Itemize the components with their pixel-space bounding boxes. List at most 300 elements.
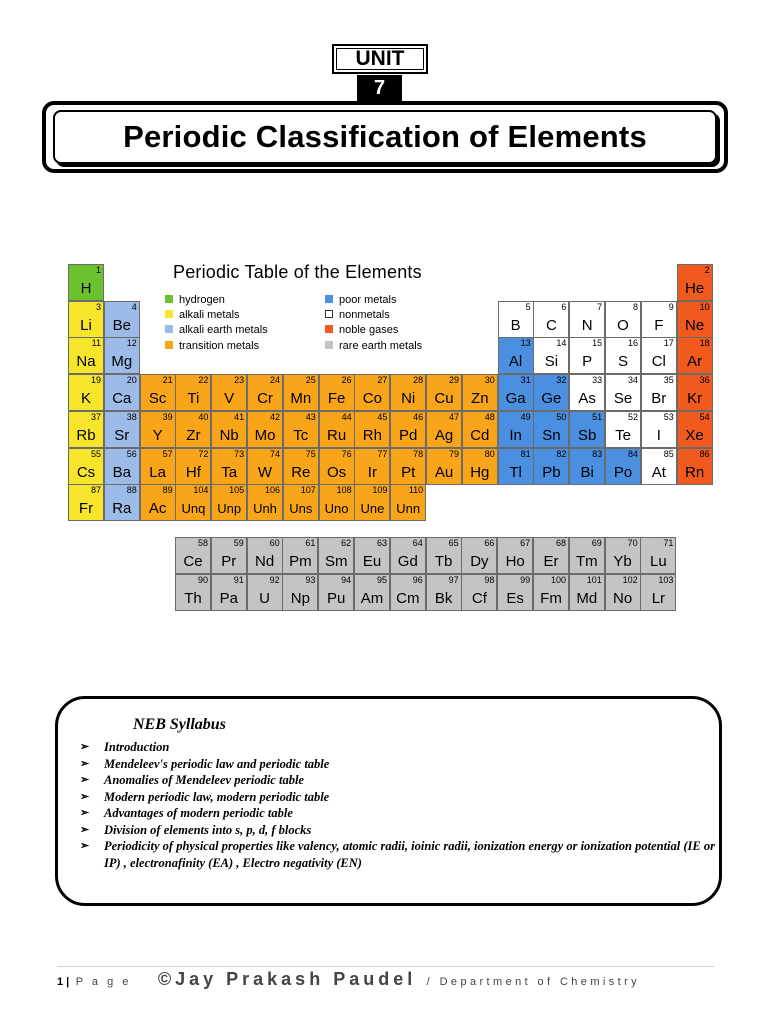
page-title: Periodic Classification of Elements (123, 119, 647, 154)
legend-swatch (165, 341, 173, 349)
element-symbol: Ca (112, 390, 132, 408)
element-cell (282, 574, 318, 611)
title-banner-inner (53, 110, 717, 164)
department-label: / Department of Chemistry (426, 976, 641, 988)
atomic-number: 23 (234, 375, 245, 386)
element-symbol: La (149, 463, 166, 481)
atomic-number: 96 (412, 575, 423, 585)
element-cell (68, 264, 104, 301)
atomic-number: 27 (377, 375, 388, 386)
element-cell (569, 574, 605, 611)
element-cell (569, 411, 605, 448)
element-cell (533, 411, 569, 448)
element-symbol: Ac (148, 500, 167, 518)
atomic-number: 101 (586, 575, 602, 585)
syllabus-item (80, 805, 720, 822)
element-cell (354, 484, 390, 521)
element-symbol: Zn (471, 390, 489, 408)
atomic-number: 63 (376, 538, 387, 548)
atomic-number: 103 (658, 575, 674, 585)
atomic-number: 24 (269, 375, 280, 386)
element-symbol: Tm (575, 553, 598, 570)
element-cell (354, 574, 390, 611)
element-cell (390, 484, 426, 521)
legend-item (165, 293, 225, 307)
element-symbol: Po (613, 463, 633, 481)
element-cell (319, 484, 355, 521)
atomic-number: 51 (592, 411, 603, 422)
element-symbol: Tl (509, 463, 522, 481)
element-symbol: Sc (148, 390, 167, 408)
element-cell (569, 537, 605, 574)
element-symbol: Pd (399, 426, 418, 444)
atomic-number: 67 (520, 538, 531, 548)
element-cell (641, 448, 677, 485)
element-symbol: Mn (290, 390, 312, 408)
syllabus-item-text: Introduction (104, 740, 170, 754)
atomic-number: 21 (162, 375, 173, 386)
element-symbol: Ir (367, 463, 377, 481)
element-cell (175, 374, 211, 411)
element-symbol: Er (543, 553, 559, 570)
legend-item (325, 323, 398, 337)
element-symbol: Yb (613, 553, 632, 570)
atomic-number: 18 (699, 338, 710, 349)
element-cell (68, 337, 104, 374)
atomic-number: 75 (305, 448, 316, 459)
element-symbol: Rb (76, 426, 96, 444)
element-symbol: Os (327, 463, 347, 481)
element-cell (354, 411, 390, 448)
element-symbol: U (259, 590, 271, 607)
legend-label: hydrogen (179, 294, 225, 306)
element-cell (533, 574, 569, 611)
element-symbol: N (581, 316, 593, 334)
atomic-number: 19 (90, 375, 101, 386)
atomic-number: 104 (193, 485, 209, 496)
element-cell (283, 374, 319, 411)
unit-number: 7 (357, 75, 402, 102)
element-cell (318, 574, 354, 611)
atomic-number: 26 (341, 375, 352, 386)
element-symbol: As (578, 390, 596, 408)
syllabus-item-text: Periodicity of physical properties like valency, atomic radii, ioinic radii, ionization energy or ionization potential (IE or IP) , electronafinity (EA) , Electro negativity (EN) (104, 839, 715, 870)
arrow-bullet-icon: ➢ (80, 823, 90, 836)
atomic-number: 64 (412, 538, 423, 548)
syllabus-item (80, 822, 720, 839)
element-symbol: Pu (327, 590, 346, 607)
element-symbol: No (613, 590, 633, 607)
element-cell (461, 574, 497, 611)
atomic-number: 105 (229, 485, 245, 496)
syllabus-item (80, 739, 720, 756)
atomic-number: 93 (305, 575, 316, 585)
legend-label: noble gases (339, 324, 399, 337)
element-symbol: Cm (396, 590, 420, 607)
element-cell (211, 484, 247, 521)
element-cell (354, 374, 390, 411)
element-cell (104, 337, 140, 374)
element-cell (247, 448, 283, 485)
element-symbol: Bk (434, 590, 453, 607)
atomic-number: 52 (627, 411, 638, 422)
element-symbol: Xe (685, 426, 704, 444)
element-symbol: Ga (505, 390, 526, 408)
element-symbol: H (80, 280, 92, 297)
element-symbol: Ra (112, 500, 132, 518)
element-cell (677, 301, 713, 338)
arrow-bullet-icon: ➢ (80, 757, 90, 770)
atomic-number: 55 (90, 448, 101, 459)
element-cell (569, 374, 605, 411)
atomic-number: 109 (372, 485, 388, 496)
element-symbol: Hg (470, 463, 490, 481)
element-symbol: Re (291, 463, 311, 481)
element-symbol: Es (506, 590, 524, 607)
element-cell (640, 574, 676, 611)
element-symbol: Np (290, 590, 310, 607)
element-symbol: Tc (293, 426, 309, 444)
atomic-number: 38 (126, 411, 137, 422)
atomic-number: 50 (556, 411, 567, 422)
legend-item (165, 323, 268, 337)
element-cell (677, 374, 713, 411)
element-cell (390, 448, 426, 485)
element-cell (104, 374, 140, 411)
unit-label: UNIT (332, 44, 428, 74)
element-symbol: Am (360, 590, 384, 607)
atomic-number: 36 (699, 375, 710, 386)
element-cell (569, 448, 605, 485)
atomic-number: 87 (90, 485, 101, 496)
atomic-number: 86 (699, 448, 710, 459)
legend-item (165, 308, 240, 322)
element-symbol: Ti (187, 390, 200, 408)
atomic-number: 43 (305, 411, 316, 422)
element-cell (247, 411, 283, 448)
element-symbol: Bi (580, 463, 594, 481)
element-symbol: Uno (324, 501, 349, 517)
element-symbol: Lu (650, 553, 667, 570)
element-symbol: Tb (434, 553, 453, 570)
author-credit: ©Jay Prakash Paudel (157, 969, 417, 989)
element-cell (211, 537, 247, 574)
atomic-number: 7 (597, 301, 603, 312)
element-symbol: Au (434, 463, 454, 481)
atomic-number: 106 (264, 485, 280, 496)
element-symbol: At (651, 463, 666, 481)
element-symbol: Sn (542, 426, 561, 444)
atomic-number: 48 (484, 411, 495, 422)
atomic-number: 45 (377, 411, 388, 422)
element-cell (140, 374, 176, 411)
syllabus-heading: NEB Syllabus (133, 716, 226, 733)
element-cell (175, 484, 211, 521)
element-symbol: Fr (78, 500, 94, 518)
atomic-number: 71 (663, 538, 674, 548)
element-cell (247, 374, 283, 411)
element-symbol: F (654, 316, 664, 334)
atomic-number: 16 (627, 338, 638, 349)
element-symbol: Na (76, 353, 96, 371)
element-cell (175, 411, 211, 448)
element-symbol: P (582, 353, 593, 371)
element-cell (68, 484, 104, 521)
element-symbol: Sm (324, 553, 348, 570)
element-symbol: Cl (651, 353, 666, 371)
element-symbol: Zr (186, 426, 201, 444)
element-symbol: Md (576, 590, 598, 607)
element-symbol: Cu (434, 390, 454, 408)
element-symbol: Uns (289, 501, 313, 517)
element-symbol: Eu (362, 553, 382, 570)
element-symbol: He (685, 280, 705, 297)
atomic-number: 80 (484, 448, 495, 459)
element-cell (283, 448, 319, 485)
element-cell (319, 411, 355, 448)
element-symbol: Si (544, 353, 559, 371)
element-cell (211, 374, 247, 411)
atomic-number: 10 (699, 301, 710, 312)
syllabus-box (55, 696, 722, 906)
element-symbol: Unq (181, 501, 206, 517)
element-cell (68, 411, 104, 448)
element-cell (461, 537, 497, 574)
atomic-number: 31 (520, 375, 531, 386)
atomic-number: 46 (413, 411, 424, 422)
syllabus-item-text: Mendeleev's periodic law and periodic table (104, 756, 330, 771)
syllabus-item-text: Division of elements into s, p, d, f blocks (104, 822, 312, 837)
element-cell (211, 448, 247, 485)
element-symbol: Ho (505, 553, 525, 570)
atomic-number: 54 (699, 411, 710, 422)
atomic-number: 14 (556, 338, 567, 349)
atomic-number: 6 (561, 301, 567, 312)
element-cell (175, 574, 211, 611)
element-symbol: Lr (651, 590, 666, 607)
atomic-number: 110 (408, 485, 424, 496)
element-cell (605, 301, 641, 338)
atomic-number: 85 (663, 448, 674, 459)
element-symbol: Ni (401, 390, 416, 408)
element-cell (319, 374, 355, 411)
syllabus-item-text: Advantages of modern periodic table (104, 806, 293, 820)
atomic-number: 37 (90, 411, 101, 422)
atomic-number: 69 (591, 538, 602, 548)
element-cell (569, 337, 605, 374)
atomic-number: 59 (233, 538, 244, 548)
element-cell (211, 411, 247, 448)
element-cell (533, 301, 569, 338)
atomic-number: 40 (198, 411, 209, 422)
element-symbol: Cd (470, 426, 490, 444)
element-symbol: Y (152, 426, 163, 444)
element-symbol: Dy (470, 553, 489, 570)
atomic-number: 95 (376, 575, 387, 585)
atomic-number: 35 (663, 375, 674, 386)
element-symbol: B (510, 316, 521, 334)
atomic-number: 90 (197, 575, 208, 585)
element-cell (283, 411, 319, 448)
atomic-number: 88 (126, 485, 137, 496)
element-cell (641, 374, 677, 411)
atomic-number: 44 (341, 411, 352, 422)
atomic-number: 2 (704, 265, 710, 275)
element-symbol: Pa (219, 590, 238, 607)
atomic-number: 30 (484, 375, 495, 386)
atomic-number: 83 (592, 448, 603, 459)
atomic-number: 3 (95, 301, 101, 312)
element-cell (605, 448, 641, 485)
element-cell (497, 537, 533, 574)
element-symbol: W (257, 463, 273, 481)
legend-swatch (325, 310, 333, 318)
page-label: P a g e (75, 976, 132, 988)
atomic-number: 107 (300, 485, 316, 496)
legend-label: transition metals (179, 339, 260, 352)
element-cell (354, 448, 390, 485)
element-cell (318, 537, 354, 574)
element-cell (247, 484, 283, 521)
element-symbol: Ag (434, 426, 454, 444)
atomic-number: 4 (131, 301, 137, 312)
element-symbol: Rn (685, 463, 705, 481)
element-symbol: Ne (685, 316, 705, 334)
atomic-number: 11 (91, 338, 101, 349)
atomic-number: 56 (126, 448, 137, 459)
legend-swatch (165, 295, 173, 303)
atomic-number: 15 (592, 338, 603, 349)
element-symbol: Ru (327, 426, 347, 444)
atomic-number: 62 (341, 538, 352, 548)
element-cell (677, 264, 713, 301)
periodic-table-heading: Periodic Table of the Elements (173, 262, 422, 282)
element-symbol: Mg (111, 353, 133, 371)
title-banner (42, 101, 728, 173)
element-symbol: I (656, 426, 661, 444)
element-symbol: Br (651, 390, 667, 408)
element-symbol: Nb (219, 426, 239, 444)
atomic-number: 8 (632, 301, 638, 312)
element-cell (390, 411, 426, 448)
element-symbol: Fm (540, 590, 562, 607)
arrow-bullet-icon: ➢ (80, 840, 90, 852)
element-symbol: Al (508, 353, 523, 371)
element-cell (247, 537, 283, 574)
atomic-number: 100 (550, 575, 566, 585)
element-symbol: Gd (397, 553, 418, 570)
atomic-number: 60 (269, 538, 280, 548)
atomic-number: 42 (269, 411, 280, 422)
atomic-number: 78 (413, 448, 424, 459)
atomic-number: 102 (622, 575, 638, 585)
element-cell (140, 448, 176, 485)
element-cell (640, 537, 676, 574)
element-cell (283, 484, 319, 521)
atomic-number: 29 (448, 375, 459, 386)
element-symbol: Be (112, 316, 131, 334)
element-symbol: Nd (255, 553, 275, 570)
element-cell (677, 411, 713, 448)
atomic-number: 58 (197, 538, 208, 548)
element-cell (498, 374, 534, 411)
atomic-number: 72 (198, 448, 209, 459)
element-symbol: Co (362, 390, 382, 408)
atomic-number: 66 (484, 538, 495, 548)
element-cell (533, 448, 569, 485)
element-symbol: Unn (396, 501, 421, 517)
element-symbol: V (224, 390, 235, 408)
element-cell (104, 411, 140, 448)
element-cell (104, 448, 140, 485)
element-cell (68, 374, 104, 411)
legend-label: poor metals (339, 294, 397, 306)
element-cell (68, 301, 104, 338)
syllabus-item (80, 756, 720, 773)
atomic-number: 91 (233, 575, 244, 585)
atomic-number: 13 (520, 338, 531, 349)
element-symbol: C (545, 316, 557, 334)
element-cell (605, 537, 641, 574)
element-cell (677, 448, 713, 485)
atomic-number: 68 (555, 538, 566, 548)
element-symbol: Pr (221, 553, 237, 570)
atomic-number: 12 (126, 338, 137, 349)
element-cell (282, 537, 318, 574)
element-symbol: Se (613, 390, 633, 408)
element-symbol: Cf (471, 590, 487, 607)
element-symbol: Rh (362, 426, 382, 444)
atomic-number: 89 (162, 485, 173, 496)
legend-label: alkali metals (179, 309, 240, 322)
element-symbol: Une (360, 501, 385, 517)
atomic-number: 20 (126, 375, 137, 386)
legend-label: nonmetals (339, 309, 390, 322)
atomic-number: 77 (377, 448, 388, 459)
element-cell (390, 574, 426, 611)
legend-swatch (325, 341, 333, 349)
arrow-bullet-icon: ➢ (80, 790, 90, 803)
atomic-number: 97 (448, 575, 459, 585)
legend-label: alkali earth metals (179, 324, 268, 337)
element-symbol: Sr (114, 426, 130, 444)
legend-label: rare earth metals (339, 339, 423, 352)
element-symbol: K (80, 390, 91, 408)
element-cell (641, 411, 677, 448)
element-symbol: Pm (289, 553, 312, 570)
element-cell (569, 301, 605, 338)
arrow-bullet-icon: ➢ (80, 741, 90, 753)
atomic-number: 94 (341, 575, 352, 585)
element-cell (605, 574, 641, 611)
atomic-number: 17 (663, 338, 674, 349)
element-symbol: Th (184, 590, 202, 607)
legend-swatch (325, 325, 333, 333)
element-cell (426, 374, 462, 411)
element-cell (462, 411, 498, 448)
element-symbol: Ce (183, 553, 203, 570)
element-symbol: Ta (221, 463, 238, 481)
element-symbol: S (617, 353, 628, 371)
element-cell (497, 574, 533, 611)
syllabus-item (80, 772, 720, 789)
element-cell (104, 484, 140, 521)
element-cell (605, 337, 641, 374)
atomic-number: 61 (305, 538, 316, 548)
element-cell (211, 574, 247, 611)
element-cell (140, 484, 176, 521)
legend-swatch (325, 295, 333, 303)
